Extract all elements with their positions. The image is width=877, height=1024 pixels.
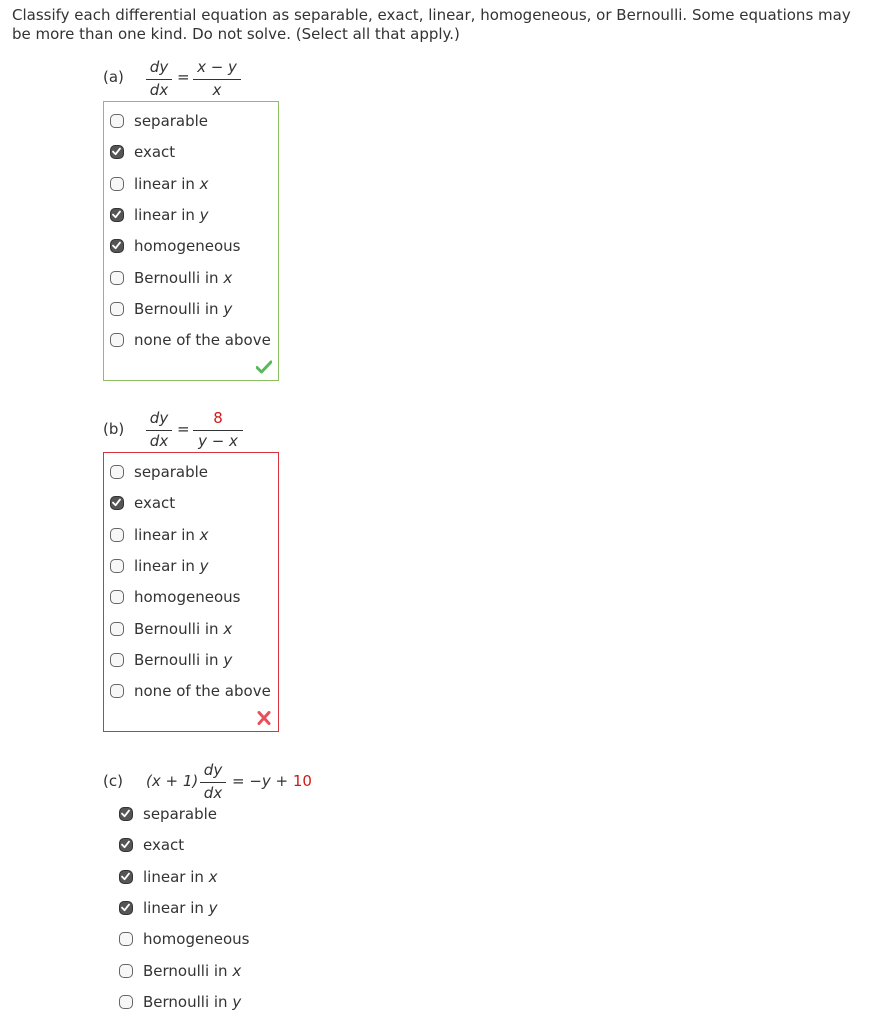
option-label <box>134 463 208 481</box>
option-label-text: linear in <box>134 556 200 575</box>
option-label-text: homogeneous <box>143 930 250 949</box>
question-prompt: Classify each differential equation as separable, exact, linear, homogeneous, or Bernoulli. Some equations may be more than one kind. Do not solve. (Select all that apply.) <box>12 6 851 43</box>
option-c-6[interactable] <box>119 992 241 1012</box>
part-a-answer-box <box>103 101 279 381</box>
option-variable: y <box>199 205 209 224</box>
checkmark-icon <box>121 809 130 818</box>
option-label <box>134 651 232 669</box>
option-b-1[interactable] <box>110 493 175 513</box>
checkmark-icon <box>112 241 121 250</box>
part-b-equals: = <box>177 420 190 438</box>
part-a-rhs-fraction <box>193 59 241 99</box>
option-label-text: linear in <box>143 867 209 886</box>
part-c-rhs-text: = −y + <box>232 772 293 790</box>
option-b-7[interactable] <box>110 681 271 701</box>
option-label <box>143 899 218 917</box>
part-c-label: (c) <box>103 772 123 790</box>
option-variable: y <box>232 992 242 1011</box>
x-icon <box>256 711 272 725</box>
option-label <box>134 588 240 606</box>
checkbox-checked[interactable] <box>119 870 133 884</box>
checkbox-unchecked[interactable] <box>110 271 124 285</box>
option-variable: x <box>199 174 209 193</box>
option-c-2[interactable] <box>119 867 218 887</box>
checkbox-unchecked[interactable] <box>110 528 124 542</box>
option-b-3[interactable] <box>110 556 209 576</box>
option-label-text: separable <box>134 112 209 130</box>
part-b-lhs-num: dy <box>149 409 169 427</box>
option-a-1[interactable] <box>110 142 175 162</box>
option-a-6[interactable] <box>110 299 232 319</box>
option-variable: x <box>223 619 233 638</box>
option-label-text: Bernoulli in <box>134 299 224 318</box>
part-c-answer-area <box>119 804 319 1019</box>
option-c-5[interactable] <box>119 961 241 981</box>
option-label <box>143 962 241 980</box>
checkbox-unchecked[interactable] <box>110 559 124 573</box>
part-a-lhs-fraction <box>146 59 172 99</box>
option-label <box>134 206 209 224</box>
checkmark-icon <box>121 840 130 849</box>
option-label <box>134 494 175 512</box>
option-label-text: homogeneous <box>134 237 241 256</box>
part-b-rhs-fraction <box>193 410 243 450</box>
option-variable: y <box>223 650 233 669</box>
part-c-rhs <box>232 772 312 790</box>
option-label-text: Bernoulli in <box>143 992 233 1011</box>
option-c-1[interactable] <box>119 835 184 855</box>
option-label-text: Bernoulli in <box>134 650 224 669</box>
part-b-rhs-den: y − x <box>198 432 238 450</box>
option-label <box>134 269 232 287</box>
option-label <box>143 805 217 823</box>
option-c-4[interactable] <box>119 929 249 949</box>
part-a-lhs-den: dx <box>149 81 169 99</box>
option-a-2[interactable] <box>110 174 209 194</box>
part-b-rhs-num: 8 <box>213 409 223 427</box>
option-variable: x <box>199 525 209 544</box>
option-label-text: Bernoulli in <box>143 961 233 980</box>
checkbox-checked[interactable] <box>110 208 124 222</box>
option-b-2[interactable] <box>110 525 209 545</box>
option-label-text: exact <box>134 143 176 162</box>
checkbox-unchecked[interactable] <box>110 114 124 128</box>
part-c-prefix <box>146 772 198 790</box>
option-label-text: linear in <box>134 525 200 544</box>
checkbox-checked[interactable] <box>110 496 124 510</box>
option-variable: x <box>232 961 242 980</box>
option-a-3[interactable] <box>110 205 209 225</box>
option-label <box>134 620 232 638</box>
part-a-lhs-num: dy <box>149 58 169 76</box>
option-b-4[interactable] <box>110 587 240 607</box>
part-c-lhs-den: dx <box>203 784 223 802</box>
option-label <box>143 836 184 854</box>
option-label-text: Bernoulli in <box>134 619 224 638</box>
option-b-5[interactable] <box>110 619 232 639</box>
checkbox-unchecked[interactable] <box>119 964 133 978</box>
option-label <box>134 237 240 255</box>
checkbox-unchecked[interactable] <box>110 465 124 479</box>
part-b-lhs-den: dx <box>149 432 169 450</box>
part-c-lhs-num: dy <box>203 761 223 779</box>
option-variable: x <box>223 268 233 287</box>
checkmark-icon <box>112 210 121 219</box>
check-icon <box>256 360 272 374</box>
checkbox-checked[interactable] <box>119 901 133 915</box>
option-label-text: linear in <box>143 898 209 917</box>
part-a-rhs-num: x − y <box>197 58 237 76</box>
checkmark-icon <box>121 903 130 912</box>
option-a-0[interactable] <box>110 111 208 131</box>
option-b-6[interactable] <box>110 650 232 670</box>
part-b-answer-box <box>103 452 279 732</box>
option-label-text: linear in <box>134 205 200 224</box>
option-label-text: none of the above <box>134 331 271 350</box>
checkbox-unchecked[interactable] <box>110 622 124 636</box>
part-c-lhs-fraction <box>200 762 226 802</box>
checkbox-unchecked[interactable] <box>110 177 124 191</box>
checkbox-unchecked[interactable] <box>110 333 124 347</box>
part-b-lhs-fraction <box>146 410 172 450</box>
checkmark-icon <box>112 147 121 156</box>
option-label-text: linear in <box>134 174 200 193</box>
option-variable: y <box>208 898 218 917</box>
checkbox-checked[interactable] <box>119 838 133 852</box>
option-label-text: separable <box>143 805 218 823</box>
part-c-rhs-value: 10 <box>292 772 312 790</box>
option-label-text: homogeneous <box>134 588 241 607</box>
option-label <box>134 526 209 544</box>
part-a-equals: = <box>177 68 190 86</box>
option-a-4[interactable] <box>110 236 240 256</box>
option-label <box>134 175 209 193</box>
option-label <box>143 868 218 886</box>
option-a-7[interactable] <box>110 330 271 350</box>
option-label-text: exact <box>134 494 176 513</box>
checkbox-unchecked[interactable] <box>119 932 133 946</box>
option-label-text: separable <box>134 463 209 481</box>
checkbox-checked[interactable] <box>110 239 124 253</box>
part-a-rhs-den: x <box>212 81 222 99</box>
checkbox-unchecked[interactable] <box>110 653 124 667</box>
part-c-prefix-text: (x + 1) <box>146 772 199 790</box>
option-label <box>143 930 249 948</box>
option-label <box>134 682 271 700</box>
checkmark-icon <box>112 498 121 507</box>
option-label-text: Bernoulli in <box>134 268 224 287</box>
part-b-label: (b) <box>103 420 125 438</box>
option-label-text: none of the above <box>134 682 271 701</box>
option-c-3[interactable] <box>119 898 218 918</box>
option-label <box>134 331 271 349</box>
option-variable: x <box>208 867 218 886</box>
option-label-text: exact <box>143 836 185 855</box>
option-variable: y <box>199 556 209 575</box>
option-label <box>134 557 209 575</box>
checkmark-icon <box>121 872 130 881</box>
checkbox-unchecked[interactable] <box>110 590 124 604</box>
part-a-label: (a) <box>103 68 124 86</box>
option-label <box>134 143 175 161</box>
checkbox-checked[interactable] <box>110 145 124 159</box>
option-label <box>134 300 232 318</box>
option-variable: y <box>223 299 233 318</box>
option-a-5[interactable] <box>110 268 232 288</box>
option-c-0[interactable] <box>119 804 217 824</box>
checkbox-checked[interactable] <box>119 807 133 821</box>
checkbox-unchecked[interactable] <box>119 995 133 1009</box>
option-b-0[interactable] <box>110 462 208 482</box>
option-label <box>143 993 241 1011</box>
checkbox-unchecked[interactable] <box>110 302 124 316</box>
checkbox-unchecked[interactable] <box>110 684 124 698</box>
option-label <box>134 112 208 130</box>
